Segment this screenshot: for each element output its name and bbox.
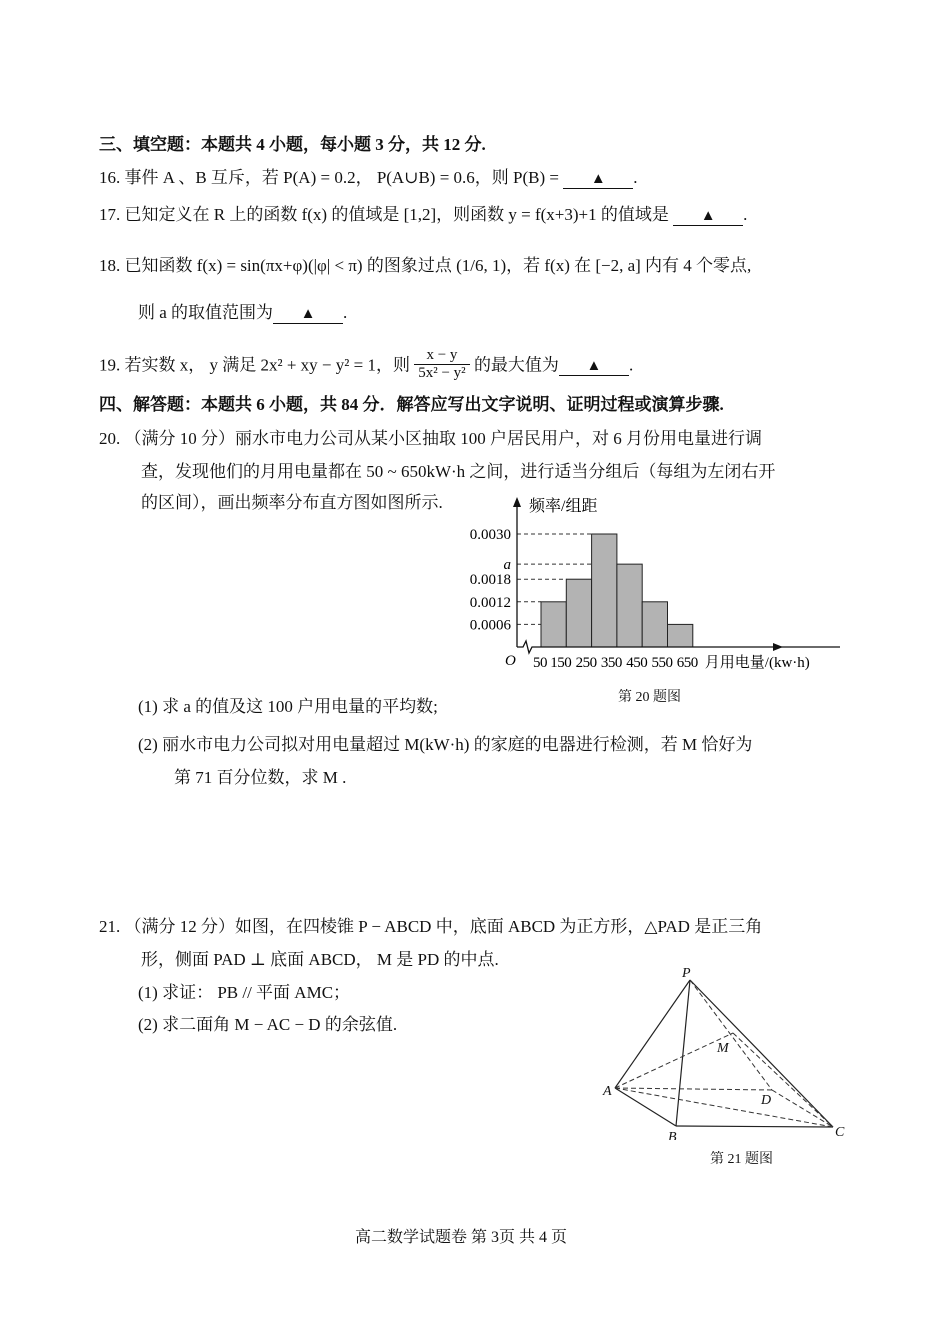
x-tick-label: 350: [600, 655, 622, 671]
histogram-bar: [592, 534, 617, 647]
label-C: C: [835, 1125, 845, 1140]
edge-MC: [733, 1033, 833, 1127]
page-footer: 高二数学试题卷 第 3页 共 4 页: [355, 1229, 568, 1246]
question-18: 18. 已知函数 f(x) = sin(πx+φ)(|φ| < π) 的图象过点 (1/6, 1)，若 f(x) 在 [−2, a] 内有 4 个零点,: [99, 256, 752, 275]
edge-AM: [615, 1033, 733, 1088]
x-axis-arrow: [773, 643, 783, 651]
x-tick-label: 50: [533, 655, 547, 671]
question-20-part1: (1) 求 a 的值及这 100 户用电量的平均数;: [138, 697, 438, 716]
question-20: 20. （满分 10 分）丽水市电力公司从某小区抽取 100 户居民用户，对 6 月份用电量进行调: [99, 429, 762, 448]
question-17: 17. 已知定义在 R 上的函数 f(x) 的值域是 [1,2]，则函数 y = f(x+3)+1 的值域是 ▲ .: [99, 205, 748, 224]
origin-label: O: [505, 653, 516, 669]
y-tick-label: 0.0030: [469, 527, 511, 543]
edge-PB: [676, 980, 690, 1126]
question-20-part2-line2: 第 71 百分位数，求 M .: [174, 768, 347, 787]
question-19: 19. 若实数 x， y 满足 2x² + xy − y² = 1，则 $\frac{x - y}{\text{5x² − y²}}$ 的最大值为 ▲ .: [99, 347, 634, 381]
question-20-part2: (2) 丽水市电力公司拟对用电量超过 M(kW·h) 的家庭的电器进行检测，若 M 恰好为: [138, 735, 753, 754]
histogram-bar: [541, 602, 566, 647]
edge-PD: [690, 980, 772, 1090]
x-tick-label: 150: [550, 655, 572, 671]
question-21-part2: (2) 求二面角 M − AC − D 的余弦值.: [138, 1015, 398, 1034]
question-21-line2: 形，侧面 PAD ⊥ 底面 ABCD， M 是 PD 的中点.: [141, 950, 499, 969]
question-21: 21. （满分 12 分）如图，在四棱锥 P − ABCD 中，底面 ABCD 为正方形，△PAD 是正三角: [99, 917, 763, 936]
label-B: B: [668, 1130, 677, 1140]
histogram-bar: [642, 602, 667, 647]
answer-blank: ▲: [673, 207, 743, 226]
question-18-line2: 则 a 的取值范围为 ▲ .: [138, 303, 348, 322]
x-tick-label: 450: [626, 655, 648, 671]
y-tick-label: 0.0006: [469, 617, 511, 634]
question-21-part1: (1) 求证： PB // 平面 AMC；: [138, 983, 351, 1002]
y-tick-label: a: [503, 557, 511, 574]
section-answer-title: 四、解答题：本题共 6 小题，共 84 分．解答应写出文字说明、证明过程或演算步骤.: [99, 395, 724, 414]
pyramid-figure: [595, 960, 860, 1140]
histogram-bar: [617, 564, 642, 647]
answer-blank: ▲: [563, 170, 633, 189]
x-axis-label: 月用电量/(kw·h): [704, 655, 810, 671]
y-axis-arrow: [513, 497, 521, 507]
y-tick-label: 0.0018: [469, 572, 511, 589]
figure-21-caption: 第 21 题图: [710, 1152, 773, 1167]
edge-AB: [615, 1088, 676, 1126]
histogram-bar: [566, 579, 591, 647]
question-20-line2: 查，发现他们的月用电量都在 50 ~ 650kW·h 之间，进行适当分组后（每组为左闭右开: [141, 462, 776, 481]
label-P: P: [682, 966, 691, 981]
answer-blank: ▲: [273, 305, 343, 324]
question-20-line3: 的区间），画出频率分布直方图如图所示.: [141, 493, 443, 512]
fraction: $\frac{x - y}{\text{5x² − y²}}$: [414, 347, 469, 382]
label-A: A: [603, 1084, 612, 1099]
edge-AD: [615, 1088, 772, 1090]
edge-PA: [615, 980, 690, 1088]
section-fill-blank-title: 三、填空题：本题共 4 小题，每小题 3 分，共 12 分.: [99, 135, 486, 154]
histogram-bar: [668, 624, 693, 647]
answer-blank: ▲: [559, 357, 629, 376]
question-16: 16. 事件 A 、B 互斥，若 P(A) = 0.2， P(A∪B) = 0.6，则 P(B) = ▲ .: [99, 168, 638, 187]
x-tick-label: 550: [651, 655, 673, 671]
label-M: M: [717, 1041, 729, 1056]
histogram-chart: [440, 495, 850, 675]
label-D: D: [761, 1093, 772, 1108]
x-tick-label: 650: [676, 655, 698, 671]
y-axis-label: 频率/组距: [529, 498, 598, 515]
y-tick-label: 0.0012: [469, 594, 511, 611]
x-tick-label: 250: [575, 655, 597, 671]
edge-BC: [676, 1126, 833, 1127]
figure-20-caption: 第 20 题图: [618, 690, 681, 705]
